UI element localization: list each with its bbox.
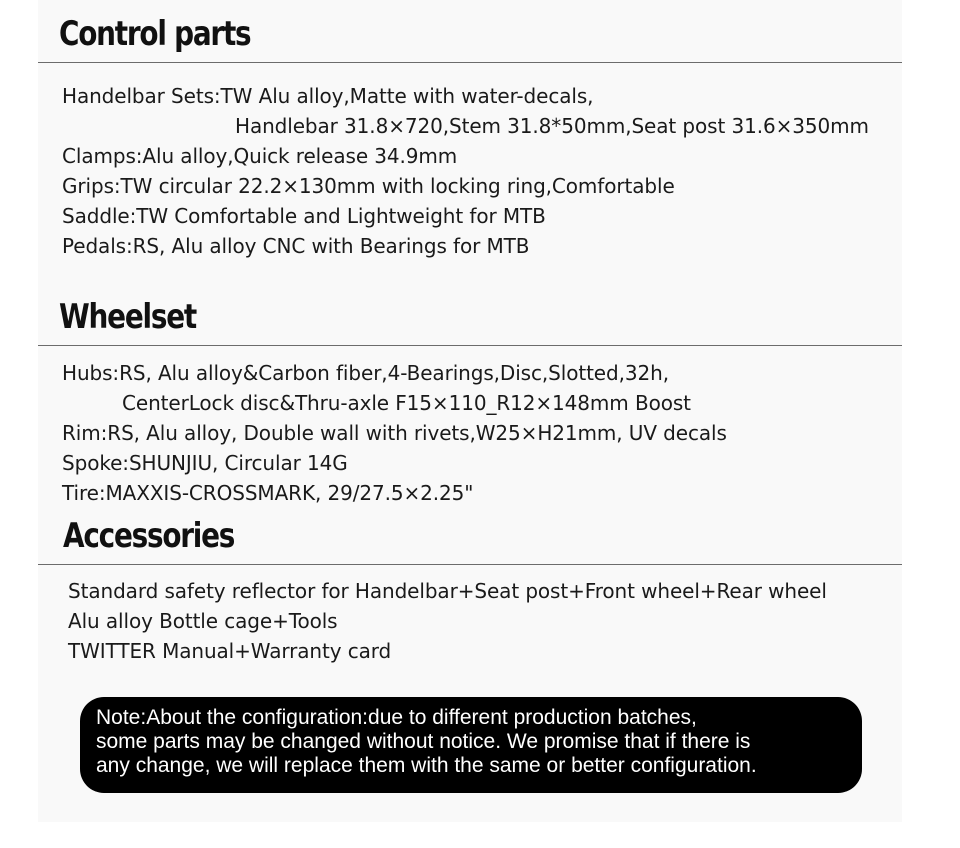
control-parts-list	[62, 81, 869, 261]
spec-line-rim: Rim:RS, Alu alloy, Double wall with rivets,W25×H21mm, UV decals	[62, 421, 727, 445]
spec-line-saddle: Saddle:TW Comfortable and Lightweight for MTB	[62, 204, 546, 228]
wheelset-list	[62, 358, 727, 508]
spec-line-reflector: Standard safety reflector for Handelbar+Seat post+Front wheel+Rear wheel	[68, 579, 827, 603]
spec-line-pedals: Pedals:RS, Alu alloy CNC with Bearings for MTB	[62, 234, 530, 258]
note-line: any change, we will replace them with the same or better configuration.	[96, 754, 757, 777]
spec-line-handlebar-dimensions: Handlebar 31.8×720,Stem 31.8*50mm,Seat post 31.6×350mm	[235, 114, 869, 138]
note-line: some parts may be changed without notice. We promise that if there is	[96, 730, 751, 753]
spec-line-grips: Grips:TW circular 22.2×130mm with locking ring,Comfortable	[62, 174, 675, 198]
configuration-note	[80, 697, 862, 793]
spec-line-hubs-axle: CenterLock disc&Thru-axle F15×110_R12×148mm Boost	[122, 391, 691, 415]
spec-line-manual: TWITTER Manual+Warranty card	[68, 639, 392, 663]
spec-line-handlebar-sets: Handelbar Sets:TW Alu alloy,Matte with water-decals,	[62, 84, 594, 108]
spec-line-tire: Tire:MAXXIS-CROSSMARK, 29/27.5×2.25"	[62, 481, 474, 505]
section-divider	[38, 564, 902, 565]
spec-line-bottle-cage: Alu alloy Bottle cage+Tools	[68, 609, 338, 633]
accessories-list	[68, 576, 827, 666]
spec-line-spoke: Spoke:SHUNJIU, Circular 14G	[62, 451, 348, 475]
section-divider	[38, 62, 902, 63]
section-divider	[38, 345, 902, 346]
section-title-control-parts: Control parts	[59, 14, 251, 54]
spec-line-hubs: Hubs:RS, Alu alloy&Carbon fiber,4-Bearings,Disc,Slotted,32h,	[62, 361, 669, 385]
section-title-wheelset: Wheelset	[59, 297, 196, 337]
note-line: Note:About the configuration:due to different production batches,	[96, 706, 697, 729]
section-title-accessories: Accessories	[63, 516, 235, 556]
spec-line-clamps: Clamps:Alu alloy,Quick release 34.9mm	[62, 144, 458, 168]
